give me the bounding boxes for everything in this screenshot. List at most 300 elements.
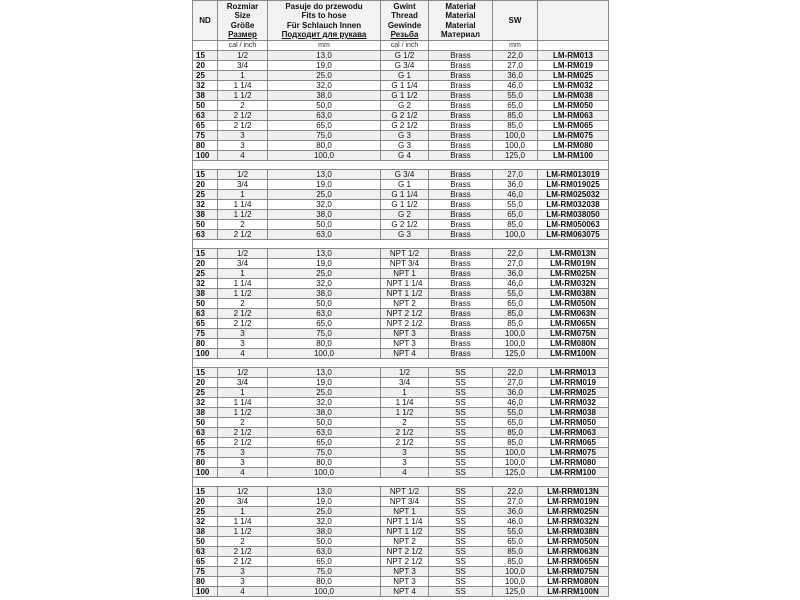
cell-code: LM-RM013019 bbox=[538, 170, 609, 180]
cell-code: LM-RRM019 bbox=[538, 378, 609, 388]
cell-fits: 50,0 bbox=[268, 101, 381, 111]
cell-material: Brass bbox=[429, 111, 493, 121]
cell-sw: 55,0 bbox=[493, 408, 538, 418]
cell-code: LM-RRM100 bbox=[538, 468, 609, 478]
table-row bbox=[193, 388, 609, 398]
cell-code: LM-RRM019N bbox=[538, 497, 609, 507]
cell-fits: 65,0 bbox=[268, 121, 381, 131]
cell-sw: 36,0 bbox=[493, 71, 538, 81]
table-row bbox=[193, 111, 609, 121]
table-row bbox=[193, 567, 609, 577]
cell-code: LM-RM080 bbox=[538, 141, 609, 151]
cell-code: LM-RM025 bbox=[538, 71, 609, 81]
cell-nd: 32 bbox=[193, 81, 218, 91]
cell-material: Brass bbox=[429, 210, 493, 220]
cell-fits: 32,0 bbox=[268, 398, 381, 408]
cell-thread: NPT 1/2 bbox=[381, 487, 429, 497]
table-row bbox=[193, 398, 609, 408]
cell-fits: 13,0 bbox=[268, 249, 381, 259]
cell-nd: 15 bbox=[193, 249, 218, 259]
cell-sw: 65,0 bbox=[493, 537, 538, 547]
cell-fits: 75,0 bbox=[268, 131, 381, 141]
cell-thread: G 3/4 bbox=[381, 170, 429, 180]
cell-size: 2 1/2 bbox=[218, 121, 268, 131]
cell-code: LM-RRM038N bbox=[538, 527, 609, 537]
cell-nd: 63 bbox=[193, 309, 218, 319]
cell-nd: 20 bbox=[193, 61, 218, 71]
cell-material: Brass bbox=[429, 91, 493, 101]
cell-size: 3 bbox=[218, 329, 268, 339]
header-thread-ru: Резьба bbox=[390, 30, 419, 39]
cell-code: LM-RRM065N bbox=[538, 557, 609, 567]
table-row bbox=[193, 61, 609, 71]
cell-code: LM-RRM075 bbox=[538, 448, 609, 458]
cell-thread: G 3 bbox=[381, 131, 429, 141]
cell-size: 2 1/2 bbox=[218, 438, 268, 448]
header-thread-de: Gewinde bbox=[387, 20, 422, 30]
cell-sw: 46,0 bbox=[493, 279, 538, 289]
cell-code: LM-RM050 bbox=[538, 101, 609, 111]
cell-material: Brass bbox=[429, 121, 493, 131]
table-row bbox=[193, 487, 609, 497]
cell-fits: 75,0 bbox=[268, 567, 381, 577]
cell-thread: NPT 1 bbox=[381, 269, 429, 279]
cell-thread: NPT 1 bbox=[381, 507, 429, 517]
cell-nd: 50 bbox=[193, 220, 218, 230]
cell-material: SS bbox=[429, 458, 493, 468]
cell-fits: 63,0 bbox=[268, 309, 381, 319]
cell-sw: 22,0 bbox=[493, 368, 538, 378]
cell-code: LM-RRM100N bbox=[538, 587, 609, 597]
unit-sw: mm bbox=[493, 41, 538, 51]
table-row bbox=[193, 319, 609, 329]
cell-thread: NPT 3 bbox=[381, 329, 429, 339]
cell-thread: 3 bbox=[381, 448, 429, 458]
cell-material: Brass bbox=[429, 151, 493, 161]
cell-code: LM-RRM025N bbox=[538, 507, 609, 517]
cell-code: LM-RRM013 bbox=[538, 368, 609, 378]
cell-nd: 32 bbox=[193, 398, 218, 408]
header-size-ru: Размер bbox=[228, 30, 257, 39]
cell-size: 4 bbox=[218, 349, 268, 359]
header-fits-pl: Pasuje do przewodu bbox=[285, 1, 363, 11]
cell-nd: 65 bbox=[193, 121, 218, 131]
header-material-pl: Materiał bbox=[445, 1, 476, 11]
cell-sw: 55,0 bbox=[493, 289, 538, 299]
table-row bbox=[193, 210, 609, 220]
cell-size: 3/4 bbox=[218, 497, 268, 507]
cell-nd: 100 bbox=[193, 468, 218, 478]
cell-sw: 100,0 bbox=[493, 329, 538, 339]
cell-thread: G 2 1/2 bbox=[381, 111, 429, 121]
cell-sw: 36,0 bbox=[493, 507, 538, 517]
cell-code: LM-RM075N bbox=[538, 329, 609, 339]
cell-nd: 38 bbox=[193, 289, 218, 299]
cell-fits: 32,0 bbox=[268, 279, 381, 289]
cell-nd: 38 bbox=[193, 91, 218, 101]
cell-sw: 27,0 bbox=[493, 378, 538, 388]
cell-fits: 13,0 bbox=[268, 51, 381, 61]
cell-sw: 125,0 bbox=[493, 587, 538, 597]
table-row bbox=[193, 577, 609, 587]
cell-sw: 85,0 bbox=[493, 547, 538, 557]
cell-fits: 13,0 bbox=[268, 487, 381, 497]
cell-size: 3 bbox=[218, 577, 268, 587]
cell-nd: 25 bbox=[193, 269, 218, 279]
cell-size: 4 bbox=[218, 587, 268, 597]
cell-fits: 19,0 bbox=[268, 259, 381, 269]
cell-thread: NPT 2 1/2 bbox=[381, 547, 429, 557]
cell-sw: 100,0 bbox=[493, 131, 538, 141]
header-fits-ru: Подходит для рукава bbox=[281, 30, 367, 39]
cell-thread: 1 bbox=[381, 388, 429, 398]
cell-thread: NPT 2 bbox=[381, 537, 429, 547]
cell-code: LM-RM065 bbox=[538, 121, 609, 131]
table-row bbox=[193, 468, 609, 478]
unit-fits: mm bbox=[268, 41, 381, 51]
table-row bbox=[193, 438, 609, 448]
cell-size: 1/2 bbox=[218, 170, 268, 180]
cell-code: LM-RM019N bbox=[538, 259, 609, 269]
cell-fits: 38,0 bbox=[268, 408, 381, 418]
cell-size: 1 bbox=[218, 507, 268, 517]
cell-material: Brass bbox=[429, 289, 493, 299]
cell-fits: 13,0 bbox=[268, 170, 381, 180]
cell-sw: 55,0 bbox=[493, 527, 538, 537]
cell-material: Brass bbox=[429, 51, 493, 61]
cell-size: 1 1/2 bbox=[218, 527, 268, 537]
cell-material: SS bbox=[429, 587, 493, 597]
cell-thread: 2 1/2 bbox=[381, 438, 429, 448]
cell-code: LM-RM038050 bbox=[538, 210, 609, 220]
header-fits-de: Für Schlauch Innen bbox=[286, 20, 362, 30]
cell-material: SS bbox=[429, 448, 493, 458]
cell-nd: 25 bbox=[193, 507, 218, 517]
cell-fits: 75,0 bbox=[268, 448, 381, 458]
cell-size: 1 bbox=[218, 190, 268, 200]
cell-code: LM-RM050N bbox=[538, 299, 609, 309]
cell-size: 2 bbox=[218, 418, 268, 428]
cell-size: 3 bbox=[218, 458, 268, 468]
cell-sw: 27,0 bbox=[493, 497, 538, 507]
cell-size: 2 bbox=[218, 299, 268, 309]
cell-sw: 125,0 bbox=[493, 468, 538, 478]
cell-nd: 63 bbox=[193, 547, 218, 557]
cell-material: Brass bbox=[429, 299, 493, 309]
cell-fits: 38,0 bbox=[268, 527, 381, 537]
cell-nd: 63 bbox=[193, 428, 218, 438]
cell-fits: 50,0 bbox=[268, 537, 381, 547]
cell-nd: 15 bbox=[193, 170, 218, 180]
cell-sw: 85,0 bbox=[493, 309, 538, 319]
cell-material: Brass bbox=[429, 249, 493, 259]
cell-thread: 3/4 bbox=[381, 378, 429, 388]
cell-size: 2 bbox=[218, 220, 268, 230]
cell-material: SS bbox=[429, 537, 493, 547]
cell-code: LM-RRM013N bbox=[538, 487, 609, 497]
cell-nd: 100 bbox=[193, 587, 218, 597]
cell-code: LM-RM032N bbox=[538, 279, 609, 289]
table-row bbox=[193, 71, 609, 81]
header-size-de: Größe bbox=[230, 20, 255, 30]
cell-sw: 36,0 bbox=[493, 180, 538, 190]
units-row bbox=[193, 41, 609, 51]
cell-size: 1 1/4 bbox=[218, 398, 268, 408]
cell-size: 3 bbox=[218, 567, 268, 577]
cell-size: 1 1/2 bbox=[218, 91, 268, 101]
cell-fits: 50,0 bbox=[268, 299, 381, 309]
cell-material: SS bbox=[429, 527, 493, 537]
cell-material: Brass bbox=[429, 61, 493, 71]
cell-material: SS bbox=[429, 547, 493, 557]
cell-code: LM-RRM080 bbox=[538, 458, 609, 468]
cell-material: SS bbox=[429, 517, 493, 527]
cell-material: SS bbox=[429, 577, 493, 587]
cell-sw: 85,0 bbox=[493, 121, 538, 131]
section-separator bbox=[193, 240, 609, 249]
table-row bbox=[193, 547, 609, 557]
table-row bbox=[193, 418, 609, 428]
cell-code: LM-RM038N bbox=[538, 289, 609, 299]
cell-fits: 38,0 bbox=[268, 91, 381, 101]
cell-code: LM-RM038 bbox=[538, 91, 609, 101]
cell-material: SS bbox=[429, 378, 493, 388]
cell-nd: 32 bbox=[193, 517, 218, 527]
cell-code: LM-RM032 bbox=[538, 81, 609, 91]
cell-sw: 100,0 bbox=[493, 230, 538, 240]
cell-code: LM-RRM050N bbox=[538, 537, 609, 547]
cell-code: LM-RM013 bbox=[538, 51, 609, 61]
cell-thread: NPT 2 bbox=[381, 299, 429, 309]
cell-material: SS bbox=[429, 368, 493, 378]
cell-fits: 25,0 bbox=[268, 190, 381, 200]
cell-size: 1/2 bbox=[218, 51, 268, 61]
cell-nd: 75 bbox=[193, 131, 218, 141]
cell-material: Brass bbox=[429, 279, 493, 289]
cell-fits: 100,0 bbox=[268, 587, 381, 597]
cell-fits: 32,0 bbox=[268, 517, 381, 527]
cell-nd: 15 bbox=[193, 487, 218, 497]
header-fits-en: Fits to hose bbox=[301, 11, 347, 20]
cell-nd: 50 bbox=[193, 537, 218, 547]
table-row bbox=[193, 527, 609, 537]
table-row bbox=[193, 517, 609, 527]
cell-fits: 13,0 bbox=[268, 368, 381, 378]
cell-material: Brass bbox=[429, 329, 493, 339]
cell-fits: 32,0 bbox=[268, 200, 381, 210]
cell-nd: 38 bbox=[193, 527, 218, 537]
cell-size: 3 bbox=[218, 141, 268, 151]
header-size-en: Size bbox=[234, 11, 251, 20]
table-row bbox=[193, 368, 609, 378]
header-code bbox=[538, 1, 609, 41]
cell-nd: 100 bbox=[193, 151, 218, 161]
cell-material: SS bbox=[429, 567, 493, 577]
cell-sw: 100,0 bbox=[493, 339, 538, 349]
cell-fits: 100,0 bbox=[268, 151, 381, 161]
table-row bbox=[193, 230, 609, 240]
cell-material: SS bbox=[429, 507, 493, 517]
cell-thread: NPT 2 1/2 bbox=[381, 319, 429, 329]
table-row bbox=[193, 309, 609, 319]
cell-fits: 25,0 bbox=[268, 388, 381, 398]
cell-thread: NPT 3 bbox=[381, 577, 429, 587]
cell-sw: 65,0 bbox=[493, 101, 538, 111]
table-row bbox=[193, 428, 609, 438]
table-row bbox=[193, 537, 609, 547]
cell-thread: NPT 4 bbox=[381, 349, 429, 359]
cell-thread: NPT 1/2 bbox=[381, 249, 429, 259]
cell-code: LM-RM080N bbox=[538, 339, 609, 349]
cell-size: 4 bbox=[218, 151, 268, 161]
cell-material: Brass bbox=[429, 141, 493, 151]
cell-sw: 46,0 bbox=[493, 398, 538, 408]
unit-size: cal / inch bbox=[218, 41, 268, 51]
cell-nd: 25 bbox=[193, 190, 218, 200]
cell-thread: G 1 1/2 bbox=[381, 91, 429, 101]
cell-thread: NPT 3/4 bbox=[381, 259, 429, 269]
cell-code: LM-RM050063 bbox=[538, 220, 609, 230]
cell-sw: 55,0 bbox=[493, 200, 538, 210]
cell-fits: 38,0 bbox=[268, 210, 381, 220]
cell-size: 3/4 bbox=[218, 378, 268, 388]
cell-nd: 75 bbox=[193, 329, 218, 339]
unit-nd bbox=[193, 41, 218, 51]
table-row bbox=[193, 458, 609, 468]
table-row bbox=[193, 497, 609, 507]
cell-sw: 46,0 bbox=[493, 81, 538, 91]
cell-fits: 19,0 bbox=[268, 180, 381, 190]
cell-material: Brass bbox=[429, 230, 493, 240]
table-row bbox=[193, 329, 609, 339]
table-row bbox=[193, 101, 609, 111]
cell-size: 2 1/2 bbox=[218, 319, 268, 329]
cell-thread: G 3 bbox=[381, 230, 429, 240]
cell-nd: 65 bbox=[193, 319, 218, 329]
cell-material: Brass bbox=[429, 71, 493, 81]
table-row bbox=[193, 507, 609, 517]
cell-fits: 75,0 bbox=[268, 329, 381, 339]
header-size-pl: Rozmiar bbox=[226, 1, 259, 11]
cell-code: LM-RM075 bbox=[538, 131, 609, 141]
cell-material: SS bbox=[429, 408, 493, 418]
cell-size: 1 1/4 bbox=[218, 81, 268, 91]
separator-cell bbox=[193, 359, 609, 368]
table-row bbox=[193, 220, 609, 230]
cell-nd: 25 bbox=[193, 71, 218, 81]
cell-sw: 65,0 bbox=[493, 210, 538, 220]
cell-nd: 63 bbox=[193, 111, 218, 121]
cell-material: Brass bbox=[429, 220, 493, 230]
cell-code: LM-RRM080N bbox=[538, 577, 609, 587]
cell-nd: 75 bbox=[193, 448, 218, 458]
cell-size: 2 1/2 bbox=[218, 428, 268, 438]
cell-size: 1 bbox=[218, 269, 268, 279]
unit-thread: cal / inch bbox=[381, 41, 429, 51]
cell-code: LM-RM019 bbox=[538, 61, 609, 71]
cell-fits: 38,0 bbox=[268, 289, 381, 299]
cell-size: 2 bbox=[218, 101, 268, 111]
cell-sw: 22,0 bbox=[493, 51, 538, 61]
header-size bbox=[218, 1, 268, 41]
cell-sw: 46,0 bbox=[493, 190, 538, 200]
table-row bbox=[193, 81, 609, 91]
table-row bbox=[193, 269, 609, 279]
cell-nd: 80 bbox=[193, 458, 218, 468]
cell-code: LM-RM019025 bbox=[538, 180, 609, 190]
cell-code: LM-RRM025 bbox=[538, 388, 609, 398]
cell-code: LM-RRM050 bbox=[538, 418, 609, 428]
cell-fits: 80,0 bbox=[268, 339, 381, 349]
cell-nd: 80 bbox=[193, 339, 218, 349]
cell-size: 1 bbox=[218, 71, 268, 81]
header-nd: ND bbox=[193, 1, 218, 41]
cell-nd: 50 bbox=[193, 299, 218, 309]
cell-thread: G 1 bbox=[381, 71, 429, 81]
cell-fits: 65,0 bbox=[268, 319, 381, 329]
cell-code: LM-RM032038 bbox=[538, 200, 609, 210]
fittings-spec-table bbox=[192, 0, 609, 597]
cell-size: 2 1/2 bbox=[218, 230, 268, 240]
cell-size: 1 1/4 bbox=[218, 517, 268, 527]
cell-code: LM-RRM075N bbox=[538, 567, 609, 577]
table-row bbox=[193, 349, 609, 359]
cell-thread: G 1 1/4 bbox=[381, 190, 429, 200]
cell-material: SS bbox=[429, 487, 493, 497]
cell-fits: 50,0 bbox=[268, 220, 381, 230]
cell-thread: NPT 4 bbox=[381, 587, 429, 597]
header-sw: SW bbox=[493, 1, 538, 41]
cell-fits: 65,0 bbox=[268, 557, 381, 567]
header-material-de: Material bbox=[445, 20, 476, 30]
cell-sw: 65,0 bbox=[493, 418, 538, 428]
header-material-en: Material bbox=[445, 11, 476, 20]
unit-material bbox=[429, 41, 493, 51]
cell-fits: 100,0 bbox=[268, 468, 381, 478]
cell-fits: 19,0 bbox=[268, 378, 381, 388]
cell-sw: 85,0 bbox=[493, 428, 538, 438]
header-row bbox=[193, 1, 609, 41]
separator-cell bbox=[193, 478, 609, 487]
cell-size: 1 bbox=[218, 388, 268, 398]
cell-nd: 65 bbox=[193, 438, 218, 448]
cell-code: LM-RM025032 bbox=[538, 190, 609, 200]
cell-material: Brass bbox=[429, 269, 493, 279]
cell-material: Brass bbox=[429, 180, 493, 190]
section-separator bbox=[193, 478, 609, 487]
cell-thread: NPT 1 1/4 bbox=[381, 517, 429, 527]
section-separator bbox=[193, 161, 609, 170]
cell-code: LM-RM025N bbox=[538, 269, 609, 279]
cell-nd: 20 bbox=[193, 378, 218, 388]
table-row bbox=[193, 249, 609, 259]
table-row bbox=[193, 259, 609, 269]
cell-material: Brass bbox=[429, 319, 493, 329]
cell-fits: 63,0 bbox=[268, 230, 381, 240]
cell-nd: 25 bbox=[193, 388, 218, 398]
cell-material: Brass bbox=[429, 309, 493, 319]
cell-fits: 19,0 bbox=[268, 497, 381, 507]
cell-nd: 32 bbox=[193, 279, 218, 289]
cell-nd: 15 bbox=[193, 368, 218, 378]
cell-material: Brass bbox=[429, 101, 493, 111]
cell-fits: 63,0 bbox=[268, 111, 381, 121]
cell-sw: 65,0 bbox=[493, 299, 538, 309]
cell-thread: G 3 bbox=[381, 141, 429, 151]
cell-thread: G 2 bbox=[381, 210, 429, 220]
cell-thread: G 1 1/4 bbox=[381, 81, 429, 91]
header-thread-en: Thread bbox=[391, 11, 418, 20]
